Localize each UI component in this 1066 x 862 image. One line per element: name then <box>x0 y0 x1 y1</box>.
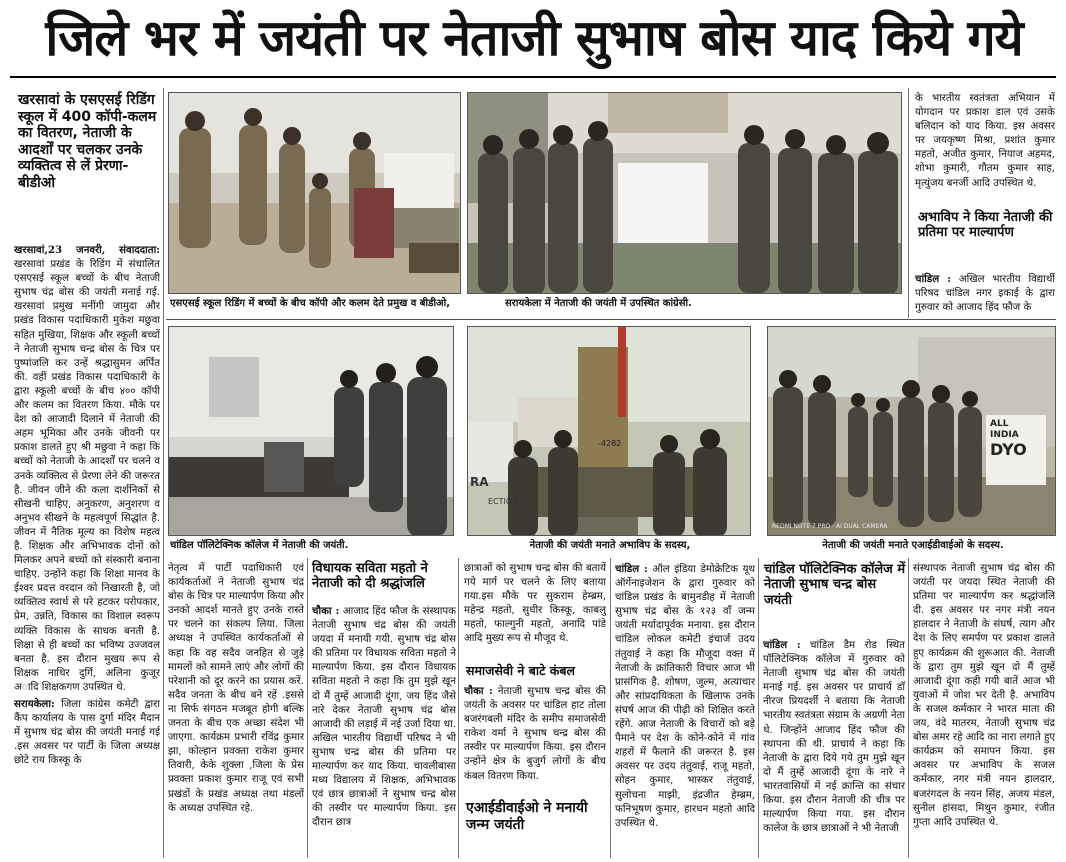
story6-text: अखिल भारतीय विद्यार्थी परिषद चांडिल नगर इकाई के द्वारा गुरुवार को आजाद हिंद फौज के <box>915 274 1055 314</box>
photo4-sign-text: RA <box>470 475 489 489</box>
story6-headline: अभाविप ने किया नेताजी की प्रतिमा पर माल्यार्पण <box>918 210 1053 241</box>
camera-watermark: REDMI NOTE 7 PRO · AI DUAL CAMERA <box>772 523 888 530</box>
story3-place: चौका : <box>464 685 493 697</box>
column-divider <box>307 558 308 858</box>
photo4-sign-number: -4282 <box>598 439 622 448</box>
photo1-caption: एसएसई स्कूल रिडिंग में बच्चों के बीच कॉपी और कलम देते प्रमुख व बीडीओ, <box>170 298 451 309</box>
story2-body <box>312 604 456 856</box>
story6-body <box>915 272 1055 320</box>
section-rule <box>166 319 1056 320</box>
story2-text: आजाद हिंद फौज के संस्थापक नेताजी सुभाष चंद्र बोस की जयंती जयदा में मनायी गयी. सुभाष चंद्र बोस की प्रतिमा पर विधायक सविता महतो ने माल्यार्पण किया. इस दौरान विधायक सविता महतो ने कहा कि तुम मुझे खून दो मैं तुम्हें आजादी दूंगा, जय हिंद जैसे नारे देकर नेताजी सुभाष चंद्र बोस आजादी की लड़ाई में नई उर्जा दिया था. अखिल भारतीय विद्यार्थी परिषद ने भी सुभाष चन्द्र बोस की प्रतिमा पर माल्यार्पण कर याद किया. चावलीबासा मध्य विद्यालय में शिक्षक, अभिभावक एवं छात्र छात्राओं ने सुभाष चन्द्र बोस की तस्वीर पर माल्यार्पण किया. इस दौरान छात्र <box>312 606 456 829</box>
page-headline: जिले भर में जयंती पर नेताजी सुभाष बोस याद किये गये <box>45 9 1023 67</box>
story6-place: चांडिल : <box>915 273 952 285</box>
story1-headline: खरसावां के एसएसई रिडिंग स्कूल में 400 कॉपी-कलम का वितरण, नेताजी के आदर्शों पर चलकर उनके व्यक्तित्व से लें प्रेरणा-बीडीओ <box>18 92 157 191</box>
story3-text: नेताजी सुभाष चन्द्र बोस की जयंती के अवसर पर चांडिल हाट तोला बजरंगबली मंदिर के समीप समाजसेवी राकेश वर्मा ने सुभाष चन्द्र बोस की तस्वीर पर माल्यार्पण किया. इस दौरान उन्होंने क्षेत्र के बुजुर्ग लोगों के बीच कंबल वितरण किया. <box>464 686 606 782</box>
column-divider <box>458 558 459 858</box>
story1-para1: खरसावां प्रखंड के रिडिंग में संचालित एसएसई स्कूल बच्चों के बीच नेताजी सुभाष चंद्र बोस की जयंती मनाई गई. खरसावां प्रमुख मनींगी जामुदा और प्रखंड विकास पदाधिकारी मुकेश मछुवा सहित मुखिया, शिक्षक और स्कूली बच्चों ने नेताजी सुभाष चन्द्र बोस के चित्र पर पुष्पांजलि कर उन्हें श्रद्धासुमन अर्पित की. वहीं प्रखंड विकास पदाधिकारी के द्वारा स्कूली बच्चों के बीच ४०० कॉपी और कलम का वितरण किया. मौके पर देश को आजादी दिलाने में नेताजी की अहम भूमिका और उनके जीवनी पर प्रकाश डालते हुए श्री मछुवा ने कहा कि बच्चों को नेताजी के आदर्शों पर चलने व उनके व्यक्तित्व से प्रेरणा लेने की जरूरत है. जीवन जीने की कला दार्शनिकों से सीखनी चाहिए, अनुकरण, अनुशरण व अनुभव सीखने के महत्वपूर्ण सिद्धांत है. जीवन में नैतिक मूल्य का विशेष महत्व है. शिक्षक और अभिभावक दोनों को मिलकर अपने बच्चों को संस्कारी बनाना चाहिए. उन्होंने कहा कि शिक्षा मानव के ईश्वर प्रदत्त वरदान को निखारती है, जो व्यक्तित्व स्वार्थ से परे हटकर परोपकार, प्रेम, उन्नति, विकास का विशाल स्वरूप व्यक्ति विकास के साधक बनती है. शिक्षा से ही बच्चों का भविष्य उज्जवल बनता है. इस दौरान मुखय रूप से शिक्षक नाथिर दुर्गि, अलिना कुजूर अादि शिक्षकगण उपस्थित थे. <box>14 259 160 693</box>
story1b-body: नेतृत्व में पार्टी पदाधिकारी एवं कार्यकर्ताओं ने नेताजी सुभाष चंद्र बोस के चित्र पर माल्यार्पण किया और उनको आदर्श मानते हुए उनके रास्ते पर चलने का संकल्प लिया. जिला अध्यक्ष ने उपस्थित कार्यकर्ताओं से कहा कि वह सदैव जनहित से जुड़े मामलों को सामने लाएं और लोगों की परेशानी को दूर करने का प्रयास करें. सदैव जनता के बीच बने रहें .इससे ना सिर्फ संगठन मजबूत होगी बल्कि जनता के बीच एक अच्छा संदेश भी जाएगा. कार्यक्रम प्रभारी रविंद्र कुमार झा, कोल्हान प्रवक्ता राकेश कुमार तिवारी, केके शुक्ला ,जिला के प्रेस प्रवक्ता प्रकाश कुमार राजू एवं सभी प्रखंडों के प्रखंड अध्यक्ष तथा मंडलों के अध्यक्ष उपस्थित रहे. <box>168 563 304 814</box>
story5b-body: संस्थापक नेताजी सुभाष चंद्र बोस की जयंती पर जयदा स्थित नेताजी की प्रतिमा पर माल्यार्पण कर श्रद्धांजलि दी. इस अवसर पर नगर मंत्री नयन हालदार ने नेताजी के संघर्ष, त्याग और देश के लिए समर्पण पर प्रकाश डालते हुए कार्यक्रम की शुरूआत की. नेताजी के द्वारा तुम मुझे खून दो मैं तुम्हें आजादी दूंगा कही गयी बातें आज भी युवाओं में जोश भर देती है. अभाविप के सजल कर्मकार ने भारत माता की जय, वंदे मातरम, नेताजी सुभाष चंद्र बोस अमर रहे आदि का नारा लगाते हुए कार्यक्रम को समापन किया. इस अवसर पर अभाविप के सजल कर्मकार, नगर मंत्री नयन हालदार, बजरंगदल के नयन सिंह, अजय मंडल, सुनील हांसदा, मिथुन कुमार, रंजीत गुप्ता आदि उपस्थित थे. <box>913 563 1055 828</box>
story4-place: चांडिल : <box>615 563 648 575</box>
photo2-caption: सरायकेला में नेताजी की जयंती में उपस्थित कांग्रेसी. <box>505 298 692 309</box>
photo-aidyo-members <box>767 326 1056 536</box>
column-divider <box>908 558 909 858</box>
photo4-sign-ection: ECTION <box>488 497 519 506</box>
story6a-body: के भारतीय स्वतंत्रता अभियान में योगदान पर प्रकाश डाल एवं उसके बलिदान को याद किया. इस अवसर पर जयकृष्ण मिश्रा, प्रशांत कुमार महतो, अजीत कुमार, नियाज अहमद, शोभा कुमारी, गौतम कुमार साह, मृत्युंजय बनर्जी आदि उपस्थित थे. <box>915 93 1055 189</box>
story1-place2: सरायकेला: <box>14 698 55 710</box>
story1-para2: जिला कांग्रेस कमेटी द्वारा कैंप कार्यालय के पास दुर्गा मंदिर मैदान में सुभाष चंद्र बोस की जयंती मनाई गई .इस अवसर पर पार्टी के जिला अध्यक्ष छोटे राय किस्कू के <box>14 699 160 767</box>
story2-headline: विधायक सविता महतो ने नेताजी को दी श्रद्धांजलि <box>312 561 428 592</box>
story4-body <box>615 562 755 856</box>
column-divider <box>610 558 611 858</box>
story1-body <box>14 243 160 857</box>
story3-body <box>464 684 606 794</box>
story1-dateline: खरसावां,23 जनवरी, <box>14 244 106 256</box>
column-divider <box>163 88 164 858</box>
story5-body <box>763 638 905 856</box>
story4-headline: एआईडीवाईओ ने मनायी जन्म जयंती <box>466 800 588 833</box>
story3-headline: समाजसेवी ने बाटे कंबल <box>466 663 575 678</box>
photo5-caption: नेताजी की जयंती मनाते एआईडीवाईओ के सदस्य. <box>822 540 1004 551</box>
banner-text: ALL INDIA DYO <box>990 419 1027 459</box>
photo-congress-gathering <box>467 92 902 294</box>
photo3-caption: चांडिल पॉलिटेक्निक कॉलेज में नेताजी की जयंती. <box>170 540 349 551</box>
column-divider <box>908 88 909 318</box>
story5-place: चांडिल : <box>763 639 801 651</box>
photo-polytechnic-college <box>168 326 454 536</box>
story2-place: चौका : <box>312 605 340 617</box>
story5-headline: चांडिल पॉलिटेक्निक कॉलेज में नेताजी सुभाष चन्द्र बोस जयंती <box>764 562 906 608</box>
story3a-body: छात्राओं को सुभाष चन्द्र बोस की बतायें गये मार्ग पर चलने के लिए बताया गया.इस मौके पर सुकराम हेम्ब्रम, महेन्द्र महतो, सुधीर किस्कू, काबलु महतो, फाल्गुनी महतो, अनादि पांडे आदि मुख्य रूप से मौजूद थे. <box>464 563 606 645</box>
headline-rule <box>10 76 1056 78</box>
photo-school-distribution <box>168 92 461 294</box>
photo4-caption: नेताजी की जयंती मनाते अभाविप के सदस्य, <box>529 540 691 551</box>
photo-abvp-members <box>467 326 751 536</box>
story4-text: ऑल इंडिया डेमोक्रेटिक यूथ ऑर्गेनाइजेशन के द्वारा गुरुवार को चांडिल प्रखंड के बामुनडीह में नेताजी सुभाष चंद्र बोस के १२३ वाँ जन्म जयंती मर्यादापूर्वक मनाया. इस दौरान चांडिल लोकल कमेटी इंचार्ज उदय तंतुवाई ने कहा कि मौजूदा वक्त में नेताजी के क्रांतिकारी विचार आज भी प्रासंगिक है. शोषण, जुल्म, अत्याचार और सांप्रदायिकता के खिलाफ उनके संघर्ष आज की पीढ़ी को शिक्षित करते रहेंगे. आज नेताजी के विचारों को बड़े पैमाने पर देश के कोने-कोने में गांव शहरों में फैलाने की जरूरत है. इस अवसर पर उदय तंतुवाई, राजू महतो, सोहन कुमार, भास्कर तंतुवाई, सुलोचना माझी, इंद्रजीत हेम्ब्रम, फनिभूषण कुमार, हारधन महतो आदि उपस्थित थे. <box>615 564 755 829</box>
column-divider <box>758 558 759 858</box>
story1-byline: संवाददाता: <box>119 244 160 256</box>
story5-text: चांडिल डैम रोड स्थित पॉलिटेक्निक कॉलेज में गुरुवार को नेताजी सुभाष चंद्र बोस की जयंती मनाई गई. इस अवसर पर प्राचार्य डॉ नीरज प्रियदर्शी ने बताया कि नेताजी भारतीय स्वतंत्रता संग्राम के अग्रणी नेता थे. जिन्होंने आजाद हिंद फौज की स्थापना की थी. प्राचार्य ने कहा कि नेताजी के द्वारा दिये गये तुम मुझे खून दो मैं तुम्हें आजादी दूंगा के नारे ने भारतवासियों में नई क्रान्ति का संचार किया. इस दौरान नेताजी की चीत्र पर माल्यार्पण किया गया. इस दौरान कालेज के छात्र छात्राओं ने भी नेताजी <box>763 640 905 835</box>
